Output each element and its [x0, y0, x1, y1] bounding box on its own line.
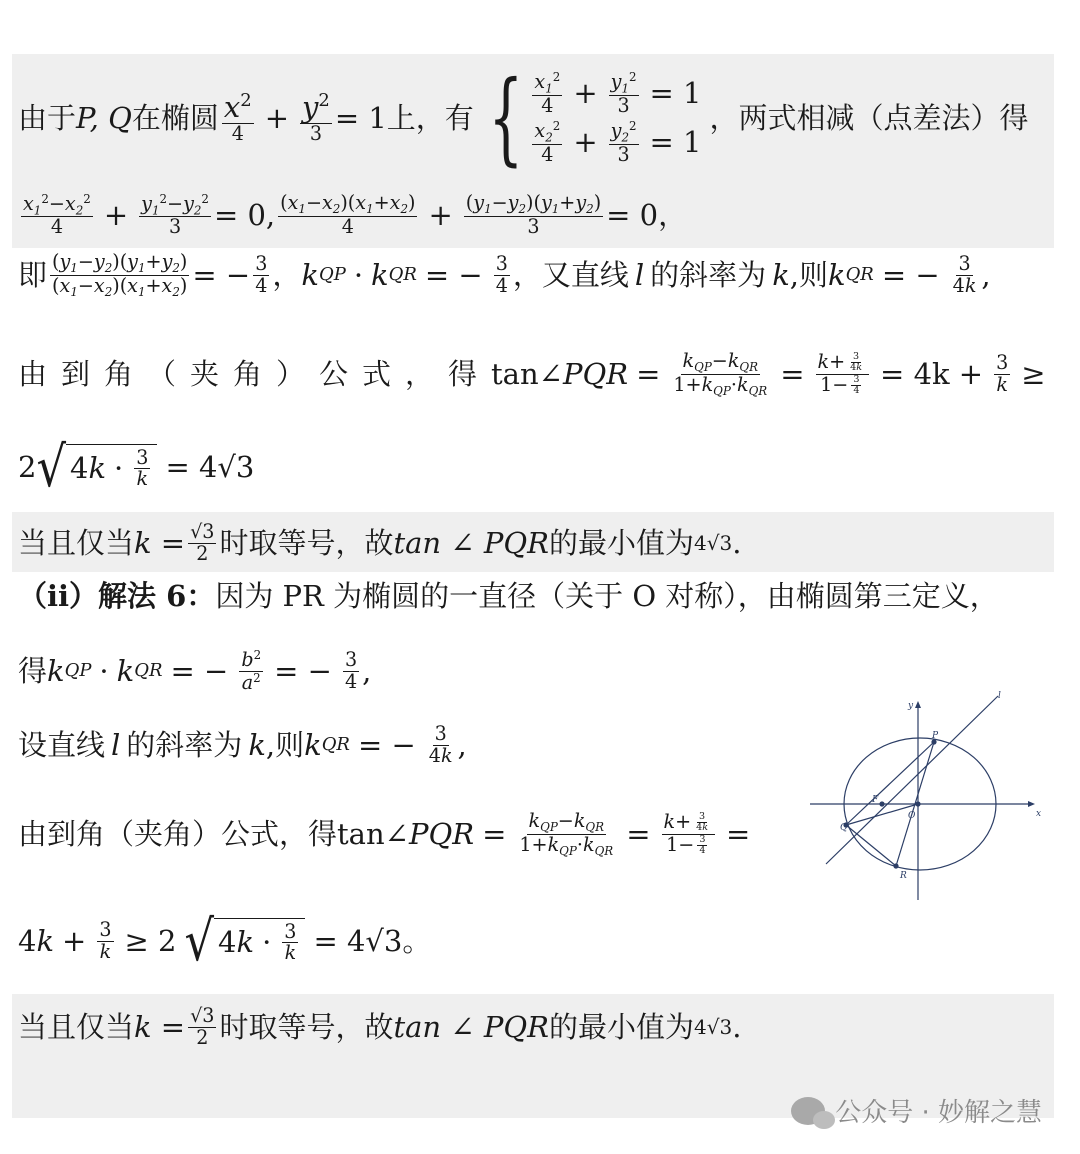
fraction: $\frac{y_1^2-y_2^2}{3}$ — [141, 191, 209, 239]
text: . — [732, 525, 742, 560]
math-pqr: PQR — [408, 816, 475, 851]
point-r — [894, 864, 898, 868]
label-x: x — [1036, 809, 1042, 819]
fraction: $\frac{k_{QP}-k_{QR}}{1+k_{QP}\cdot k_{QR}}$ — [519, 808, 614, 858]
text: = 4√3。 — [313, 923, 432, 958]
math-l: l — [111, 727, 121, 762]
min-value: 4√3 — [693, 1015, 733, 1039]
math-tan: tan ∠ PQR — [393, 525, 549, 560]
fraction: $\frac{(x_1-x_2)(x_1+x_2)}{4}$ — [280, 191, 416, 238]
text: ，两式相减（点差法）得 — [709, 100, 1029, 135]
text: tan∠ — [491, 356, 563, 391]
text: 2 — [18, 449, 37, 484]
text: = 4k + — [880, 356, 984, 391]
text: ,则 — [789, 257, 828, 292]
fraction: $\frac{x^2}{4}$ — [223, 90, 252, 145]
fraction: k+ $\frac{3}{4k}$ 1− $\frac{3}{4}$ — [662, 812, 716, 856]
text: 由到角（夹角）公式，得 — [18, 356, 492, 391]
square-root: √ 4 k · $\frac{3}{k}$ — [184, 918, 305, 964]
text: 的斜率为 — [126, 727, 243, 762]
watermark — [791, 1092, 1042, 1129]
text: = 0， — [606, 197, 688, 232]
text: 设直线 — [18, 727, 106, 762]
math-pq: P, Q — [76, 100, 132, 135]
math-l: l — [634, 257, 645, 292]
text: tan∠ — [337, 816, 409, 851]
text: 由到角（夹角）公式，得 — [18, 816, 338, 851]
text: . — [732, 1009, 742, 1044]
line-9: 设直线 l 的斜率为 k ,则 k QR = − $\frac{3}{4k}$ , — [18, 722, 467, 767]
line-10: 由到角（夹角）公式，得 tan∠ PQR = $\frac{k_{QP}-k_{QR}}{1+k_{QP}\cdot k_{QR}}$ = k+ $\frac{3}{4k}$ 1− $\frac{3}{4}$ = — [18, 808, 751, 858]
fraction: $\frac{(y_1-y_2)(y_1+y_2)}{(x_1-x_2)(x_1+x_2)}$ — [52, 249, 188, 299]
math-tan: tan ∠ PQR — [393, 1009, 549, 1044]
math-pqr: PQR — [562, 356, 629, 391]
ellipse-figure — [806, 686, 1046, 902]
text: 即 — [18, 257, 48, 292]
text: = 1上，有 — [334, 100, 474, 135]
fraction: k+ $\frac{3}{4k}$ 1− $\frac{3}{4}$ — [816, 352, 870, 396]
line-11: 4 k + $\frac{3}{k}$ ≥ 2 √ 4 k · $\frac{3}{k}$ = 4√3。 — [18, 908, 432, 974]
math-k: k — [248, 727, 266, 762]
line-5 — [18, 430, 262, 504]
label-o: O — [908, 811, 916, 821]
text: 时取等号，故 — [219, 1009, 394, 1044]
method-label: （ii）解法 6： — [18, 578, 216, 613]
equation-system: { $\frac{x_1^2}{4}$ + $\frac{y_1^2}{3}$ = 1 $\frac{x_2^2}{4}$ + $\frac{y_2^2}{3}$ = 1 — [488, 59, 702, 176]
fraction: $\frac{y^2}{3}$ — [302, 90, 330, 145]
wechat-icon — [791, 1097, 825, 1125]
text: 当且仅当 — [18, 1009, 135, 1044]
label-q: Q — [840, 823, 848, 833]
text: 因为 PR 为椭圆的一直径（关于 O 对称），由椭圆第三定义， — [215, 578, 999, 613]
text: = 4√3 — [165, 449, 255, 484]
label-y: y — [908, 701, 914, 711]
text: 的最小值为 — [548, 1009, 694, 1044]
math-k-eq: k = — [134, 525, 186, 560]
min-value: 4√3 — [693, 531, 733, 555]
text: ，又直线 — [512, 257, 629, 292]
line-l — [826, 696, 998, 864]
point-f — [880, 802, 884, 806]
label-r: R — [900, 871, 907, 881]
label-f: F — [872, 795, 879, 805]
y-axis-arrow — [915, 701, 921, 708]
text: = − — [192, 257, 251, 292]
line-8: 得 k QP · k QR = − $\frac{b^2}{a^2}$ = − $\frac{3}{4}$ , — [18, 648, 372, 694]
line-12: 当且仅当 k = $\frac{√3}{2}$ 时取等号，故 tan ∠ PQR 的最小值为 4√3 . — [18, 1004, 742, 1049]
math-k-eq: k = — [134, 1009, 186, 1044]
text: 由于 — [18, 100, 77, 135]
label-l: l — [998, 691, 1001, 701]
line-3: 即 $\frac{(y_1-y_2)(y_1+y_2)}{(x_1-x_2)(x_1+x_2)}$ = − $\frac{3}{4}$ ， k QP · k QR = − $\frac{3}{4}$ ，又直线 l 的斜率为 k ,则 k QR = − $\frac{3}{4k}$ , — [18, 249, 991, 299]
line-4: 由到角（夹角）公式，得 tan∠ PQR = $\frac{k_{QP}-k_{QR}}{1+k_{QP}\cdot k_{QR}}$ = k+ $\frac{3}{4k}$ 1− $\frac{3}{4}$ = 4k + $\frac{3}{k}$ ≥ — [18, 348, 1046, 398]
segment-qr — [846, 825, 896, 866]
label-p: P — [932, 731, 939, 741]
line-6: 当且仅当 k = $\frac{√3}{2}$ 时取等号，故 tan ∠ PQR 的最小值为 4√3 . — [18, 520, 742, 565]
watermark-text: 公众号 · 妙解之慧 — [835, 1098, 1042, 1128]
text: = 0, — [213, 197, 276, 232]
math-k: k — [772, 257, 790, 292]
text: 时取等号，故 — [219, 525, 394, 560]
text: 在椭圆 — [131, 100, 219, 135]
line-7 — [18, 576, 999, 616]
fraction: $\frac{x_1^2-x_2^2}{4}$ — [23, 191, 91, 239]
x-axis-arrow — [1028, 801, 1035, 807]
text: 得 — [18, 653, 48, 688]
point-o — [916, 802, 920, 806]
text: ,则 — [265, 727, 305, 762]
line-1: 由于 P, Q 在椭圆 $\frac{x^2}{4}$ + $\frac{y^2}{3}$ = 1上，有 { $\frac{x_1^2}{4}$ + $\frac{y_1^2}{3}$ = 1 $\frac{x_2^2}{4}$ + $\frac{y_2^2}{3}$ = 1 ，两式相减（点差法）得 — [18, 59, 1029, 176]
square-root: √ 4 k · $\frac{3}{k}$ — [36, 444, 157, 490]
fraction: $\frac{k_{QP}-k_{QR}}{1+k_{QP}\cdot k_{QR}}$ — [673, 348, 768, 398]
line-2: $\frac{x_1^2-x_2^2}{4}$ + $\frac{y_1^2-y_2^2}{3}$ = 0, $\frac{(x_1-x_2)(x_1+x_2)}{4}$ + $\frac{(y_1-y_2)(y_1+y_2)}{3}$ = 0， — [23, 191, 688, 239]
text: 的最小值为 — [548, 525, 694, 560]
text: 当且仅当 — [18, 525, 135, 560]
text: 的斜率为 — [650, 257, 767, 292]
fraction: $\frac{(y_1-y_2)(y_1+y_2)}{3}$ — [465, 191, 602, 238]
